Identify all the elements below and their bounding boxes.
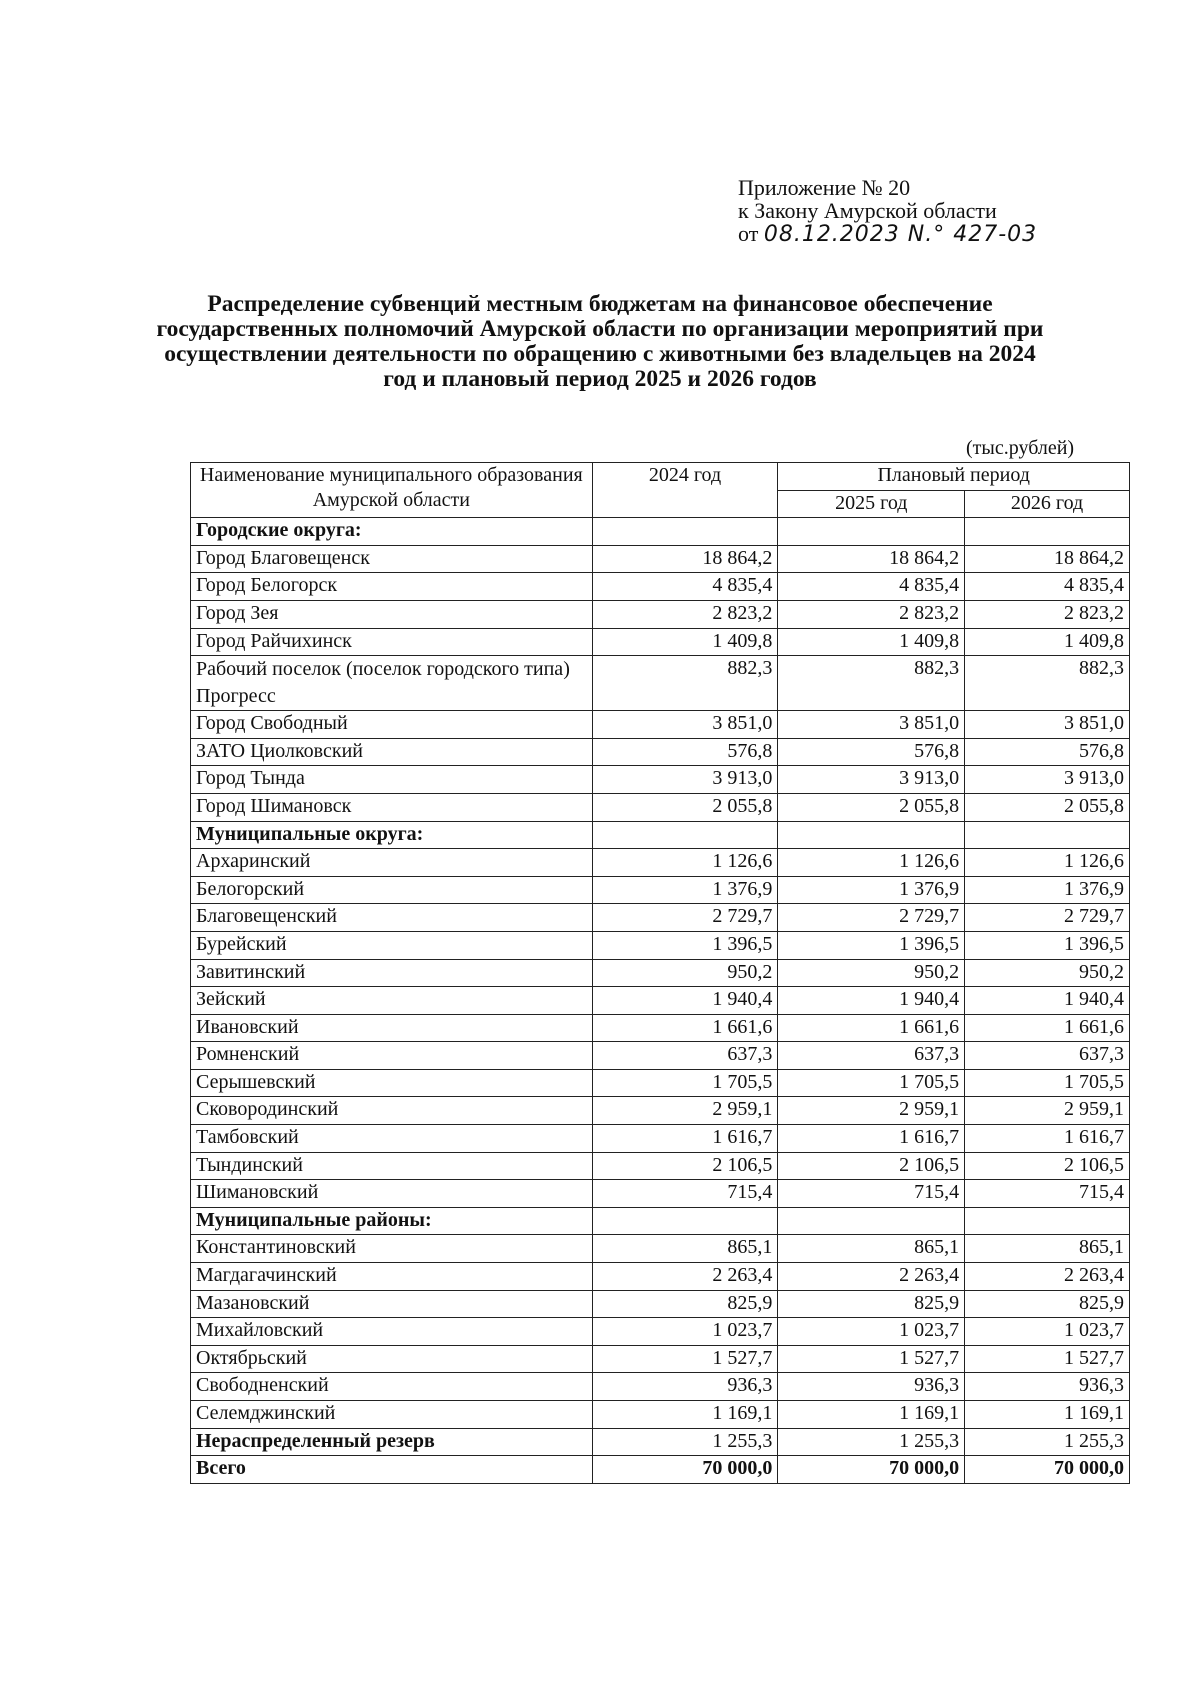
value-2024: 2 263,4 xyxy=(592,1263,778,1291)
table-row xyxy=(191,1125,1130,1153)
value-2025: 4 835,4 xyxy=(778,573,965,601)
value-2026: 637,3 xyxy=(965,1042,1130,1070)
value-2025: 1 169,1 xyxy=(778,1401,965,1429)
appendix-date-line xyxy=(738,222,1037,246)
value-2024: 576,8 xyxy=(592,738,778,766)
row-name: Завитинский xyxy=(191,959,593,987)
row-name: Ивановский xyxy=(191,1014,593,1042)
value-2025: 2 959,1 xyxy=(778,1097,965,1125)
section-row xyxy=(191,821,1130,849)
value-2026: 3 913,0 xyxy=(965,766,1130,794)
value-2026: 1 527,7 xyxy=(965,1345,1130,1373)
value-2026: 3 851,0 xyxy=(965,711,1130,739)
value-2026: 1 376,9 xyxy=(965,876,1130,904)
header-2026: 2026 год xyxy=(965,490,1130,518)
value-2025: 1 023,7 xyxy=(778,1318,965,1346)
value-2025: 1 255,3 xyxy=(778,1428,965,1456)
value-2024: 882,3 xyxy=(592,656,778,711)
value-2026: 1 940,4 xyxy=(965,987,1130,1015)
value-2024: 2 055,8 xyxy=(592,793,778,821)
table-row xyxy=(191,628,1130,656)
subvention-table xyxy=(190,462,1130,1484)
handwritten-date-number: 08.12.2023 N.° 427-03 xyxy=(763,222,1038,247)
row-name: Город Благовещенск xyxy=(191,545,593,573)
value-2024: 2 823,2 xyxy=(592,600,778,628)
row-name: Свободненский xyxy=(191,1373,593,1401)
value-2026: 1 255,3 xyxy=(965,1428,1130,1456)
value-2026: 825,9 xyxy=(965,1290,1130,1318)
value-2024: 1 527,7 xyxy=(592,1345,778,1373)
row-name: Тындинский xyxy=(191,1152,593,1180)
value-2024: 936,3 xyxy=(592,1373,778,1401)
value-2024: 825,9 xyxy=(592,1290,778,1318)
value-2025: 576,8 xyxy=(778,738,965,766)
value-2024: 1 396,5 xyxy=(592,931,778,959)
row-name: Город Тында xyxy=(191,766,593,794)
row-name: Рабочий поселок (поселок городского типа) Прогресс xyxy=(191,656,593,711)
table-row xyxy=(191,1428,1130,1456)
header-2025: 2025 год xyxy=(778,490,965,518)
value-2025: 18 864,2 xyxy=(778,545,965,573)
value-2024: 1 376,9 xyxy=(592,876,778,904)
row-name: Михайловский xyxy=(191,1318,593,1346)
table-row xyxy=(191,849,1130,877)
value-2025: 825,9 xyxy=(778,1290,965,1318)
row-name: Зейский xyxy=(191,987,593,1015)
value-2024: 1 940,4 xyxy=(592,987,778,1015)
value-2024: 70 000,0 xyxy=(592,1456,778,1484)
value-2026: 2 959,1 xyxy=(965,1097,1130,1125)
value-2026: 882,3 xyxy=(965,656,1130,711)
row-name: Мазановский xyxy=(191,1290,593,1318)
value-2026: 2 106,5 xyxy=(965,1152,1130,1180)
header-planned-period: Плановый период xyxy=(778,463,1130,491)
table-row xyxy=(191,1180,1130,1208)
section-row xyxy=(191,1207,1130,1235)
value-2025 xyxy=(778,1207,965,1235)
table-row xyxy=(191,987,1130,1015)
table-row xyxy=(191,545,1130,573)
value-2025: 1 396,5 xyxy=(778,931,965,959)
row-name: Город Свободный xyxy=(191,711,593,739)
row-name: Муниципальные округа: xyxy=(191,821,593,849)
row-name: Нераспределенный резерв xyxy=(191,1428,593,1456)
value-2025: 950,2 xyxy=(778,959,965,987)
row-name: Город Райчихинск xyxy=(191,628,593,656)
value-2024: 3 913,0 xyxy=(592,766,778,794)
value-2026: 950,2 xyxy=(965,959,1130,987)
value-2024: 715,4 xyxy=(592,1180,778,1208)
table-row xyxy=(191,904,1130,932)
row-name: Муниципальные районы: xyxy=(191,1207,593,1235)
value-2026: 1 705,5 xyxy=(965,1069,1130,1097)
value-2026 xyxy=(965,1207,1130,1235)
value-2025: 882,3 xyxy=(778,656,965,711)
value-2025: 70 000,0 xyxy=(778,1456,965,1484)
row-name: Бурейский xyxy=(191,931,593,959)
table-row xyxy=(191,1318,1130,1346)
value-2024: 637,3 xyxy=(592,1042,778,1070)
value-2025 xyxy=(778,518,965,546)
table-row xyxy=(191,1263,1130,1291)
value-2025: 3 851,0 xyxy=(778,711,965,739)
value-2025: 2 729,7 xyxy=(778,904,965,932)
table-row xyxy=(191,793,1130,821)
value-2025: 1 661,6 xyxy=(778,1014,965,1042)
value-2025: 1 376,9 xyxy=(778,876,965,904)
value-2026: 2 263,4 xyxy=(965,1263,1130,1291)
table-row xyxy=(191,1097,1130,1125)
value-2024: 1 616,7 xyxy=(592,1125,778,1153)
table-row xyxy=(191,1152,1130,1180)
value-2026: 936,3 xyxy=(965,1373,1130,1401)
table-row xyxy=(191,766,1130,794)
value-2026: 1 023,7 xyxy=(965,1318,1130,1346)
value-2026: 576,8 xyxy=(965,738,1130,766)
header-name: Наименование муниципального образования Амурской области xyxy=(191,463,593,518)
value-2025: 2 263,4 xyxy=(778,1263,965,1291)
value-2025: 1 409,8 xyxy=(778,628,965,656)
row-name: Шимановский xyxy=(191,1180,593,1208)
appendix-number: Приложение № 20 xyxy=(738,175,911,200)
table-row xyxy=(191,600,1130,628)
value-2026: 70 000,0 xyxy=(965,1456,1130,1484)
document-title: Распределение субвенций местным бюджетам на финансовое обеспечение государственных полномочий Амурской области по организации мероприятий при осуществлении деятельности по обращению с животными без владельцев на 2024 год и плановый период 2025 и 2026 годов xyxy=(156,291,1044,392)
table-row xyxy=(191,1373,1130,1401)
row-name: Ромненский xyxy=(191,1042,593,1070)
value-2024 xyxy=(592,821,778,849)
value-2026: 1 616,7 xyxy=(965,1125,1130,1153)
row-name: Серышевский xyxy=(191,1069,593,1097)
value-2026 xyxy=(965,821,1130,849)
row-name: Селемджинский xyxy=(191,1401,593,1429)
value-2026: 1 126,6 xyxy=(965,849,1130,877)
appendix-law: к Закону Амурской области xyxy=(738,198,997,223)
row-name: Тамбовский xyxy=(191,1125,593,1153)
value-2024: 2 959,1 xyxy=(592,1097,778,1125)
value-2026: 2 055,8 xyxy=(965,793,1130,821)
value-2024: 865,1 xyxy=(592,1235,778,1263)
value-2026 xyxy=(965,518,1130,546)
row-name: Сковородинский xyxy=(191,1097,593,1125)
value-2025: 936,3 xyxy=(778,1373,965,1401)
value-2025: 3 913,0 xyxy=(778,766,965,794)
row-name: Константиновский xyxy=(191,1235,593,1263)
units-label: (тыс.рублей) xyxy=(966,437,1075,459)
table-row xyxy=(191,1401,1130,1429)
value-2024 xyxy=(592,1207,778,1235)
value-2024 xyxy=(592,518,778,546)
table-row xyxy=(191,931,1130,959)
value-2025: 1 940,4 xyxy=(778,987,965,1015)
table-row xyxy=(191,656,1130,711)
value-2024: 18 864,2 xyxy=(592,545,778,573)
value-2025: 715,4 xyxy=(778,1180,965,1208)
table-row xyxy=(191,876,1130,904)
value-2024: 1 255,3 xyxy=(592,1428,778,1456)
value-2024: 1 169,1 xyxy=(592,1401,778,1429)
row-name: Белогорский xyxy=(191,876,593,904)
value-2026: 2 729,7 xyxy=(965,904,1130,932)
table-row xyxy=(191,959,1130,987)
section-row xyxy=(191,518,1130,546)
value-2024: 1 126,6 xyxy=(592,849,778,877)
value-2024: 1 409,8 xyxy=(592,628,778,656)
row-name: Город Белогорск xyxy=(191,573,593,601)
table-row xyxy=(191,1235,1130,1263)
value-2025: 1 527,7 xyxy=(778,1345,965,1373)
value-2026: 18 864,2 xyxy=(965,545,1130,573)
table-row xyxy=(191,711,1130,739)
row-name: Архаринский xyxy=(191,849,593,877)
row-name: Благовещенский xyxy=(191,904,593,932)
value-2025: 637,3 xyxy=(778,1042,965,1070)
value-2025: 1 616,7 xyxy=(778,1125,965,1153)
value-2024: 2 729,7 xyxy=(592,904,778,932)
value-2024: 4 835,4 xyxy=(592,573,778,601)
value-2024: 1 705,5 xyxy=(592,1069,778,1097)
value-2025: 865,1 xyxy=(778,1235,965,1263)
value-2026: 1 661,6 xyxy=(965,1014,1130,1042)
value-2025: 2 106,5 xyxy=(778,1152,965,1180)
row-name: Магдагачинский xyxy=(191,1263,593,1291)
table-row xyxy=(191,1069,1130,1097)
appendix-block xyxy=(738,176,1037,246)
table-row xyxy=(191,1042,1130,1070)
table-row xyxy=(191,1456,1130,1484)
value-2024: 3 851,0 xyxy=(592,711,778,739)
row-name: Город Шимановск xyxy=(191,793,593,821)
table-body xyxy=(191,518,1130,1484)
value-2026: 4 835,4 xyxy=(965,573,1130,601)
value-2025: 1 705,5 xyxy=(778,1069,965,1097)
value-2026: 865,1 xyxy=(965,1235,1130,1263)
value-2026: 2 823,2 xyxy=(965,600,1130,628)
table-row xyxy=(191,1014,1130,1042)
value-2026: 1 169,1 xyxy=(965,1401,1130,1429)
table-row xyxy=(191,738,1130,766)
value-2026: 1 396,5 xyxy=(965,931,1130,959)
value-2024: 1 023,7 xyxy=(592,1318,778,1346)
row-name: Всего xyxy=(191,1456,593,1484)
value-2026: 715,4 xyxy=(965,1180,1130,1208)
value-2025: 2 823,2 xyxy=(778,600,965,628)
row-name: Город Зея xyxy=(191,600,593,628)
value-2024: 1 661,6 xyxy=(592,1014,778,1042)
table-row xyxy=(191,1345,1130,1373)
value-2025: 2 055,8 xyxy=(778,793,965,821)
header-2024: 2024 год xyxy=(592,463,778,518)
value-2024: 2 106,5 xyxy=(592,1152,778,1180)
appendix-date-prefix: от xyxy=(738,221,759,246)
table-row xyxy=(191,1290,1130,1318)
value-2025: 1 126,6 xyxy=(778,849,965,877)
table-row xyxy=(191,573,1130,601)
value-2024: 950,2 xyxy=(592,959,778,987)
row-name: Октябрьский xyxy=(191,1345,593,1373)
row-name: ЗАТО Циолковский xyxy=(191,738,593,766)
value-2026: 1 409,8 xyxy=(965,628,1130,656)
value-2025 xyxy=(778,821,965,849)
row-name: Городские округа: xyxy=(191,518,593,546)
